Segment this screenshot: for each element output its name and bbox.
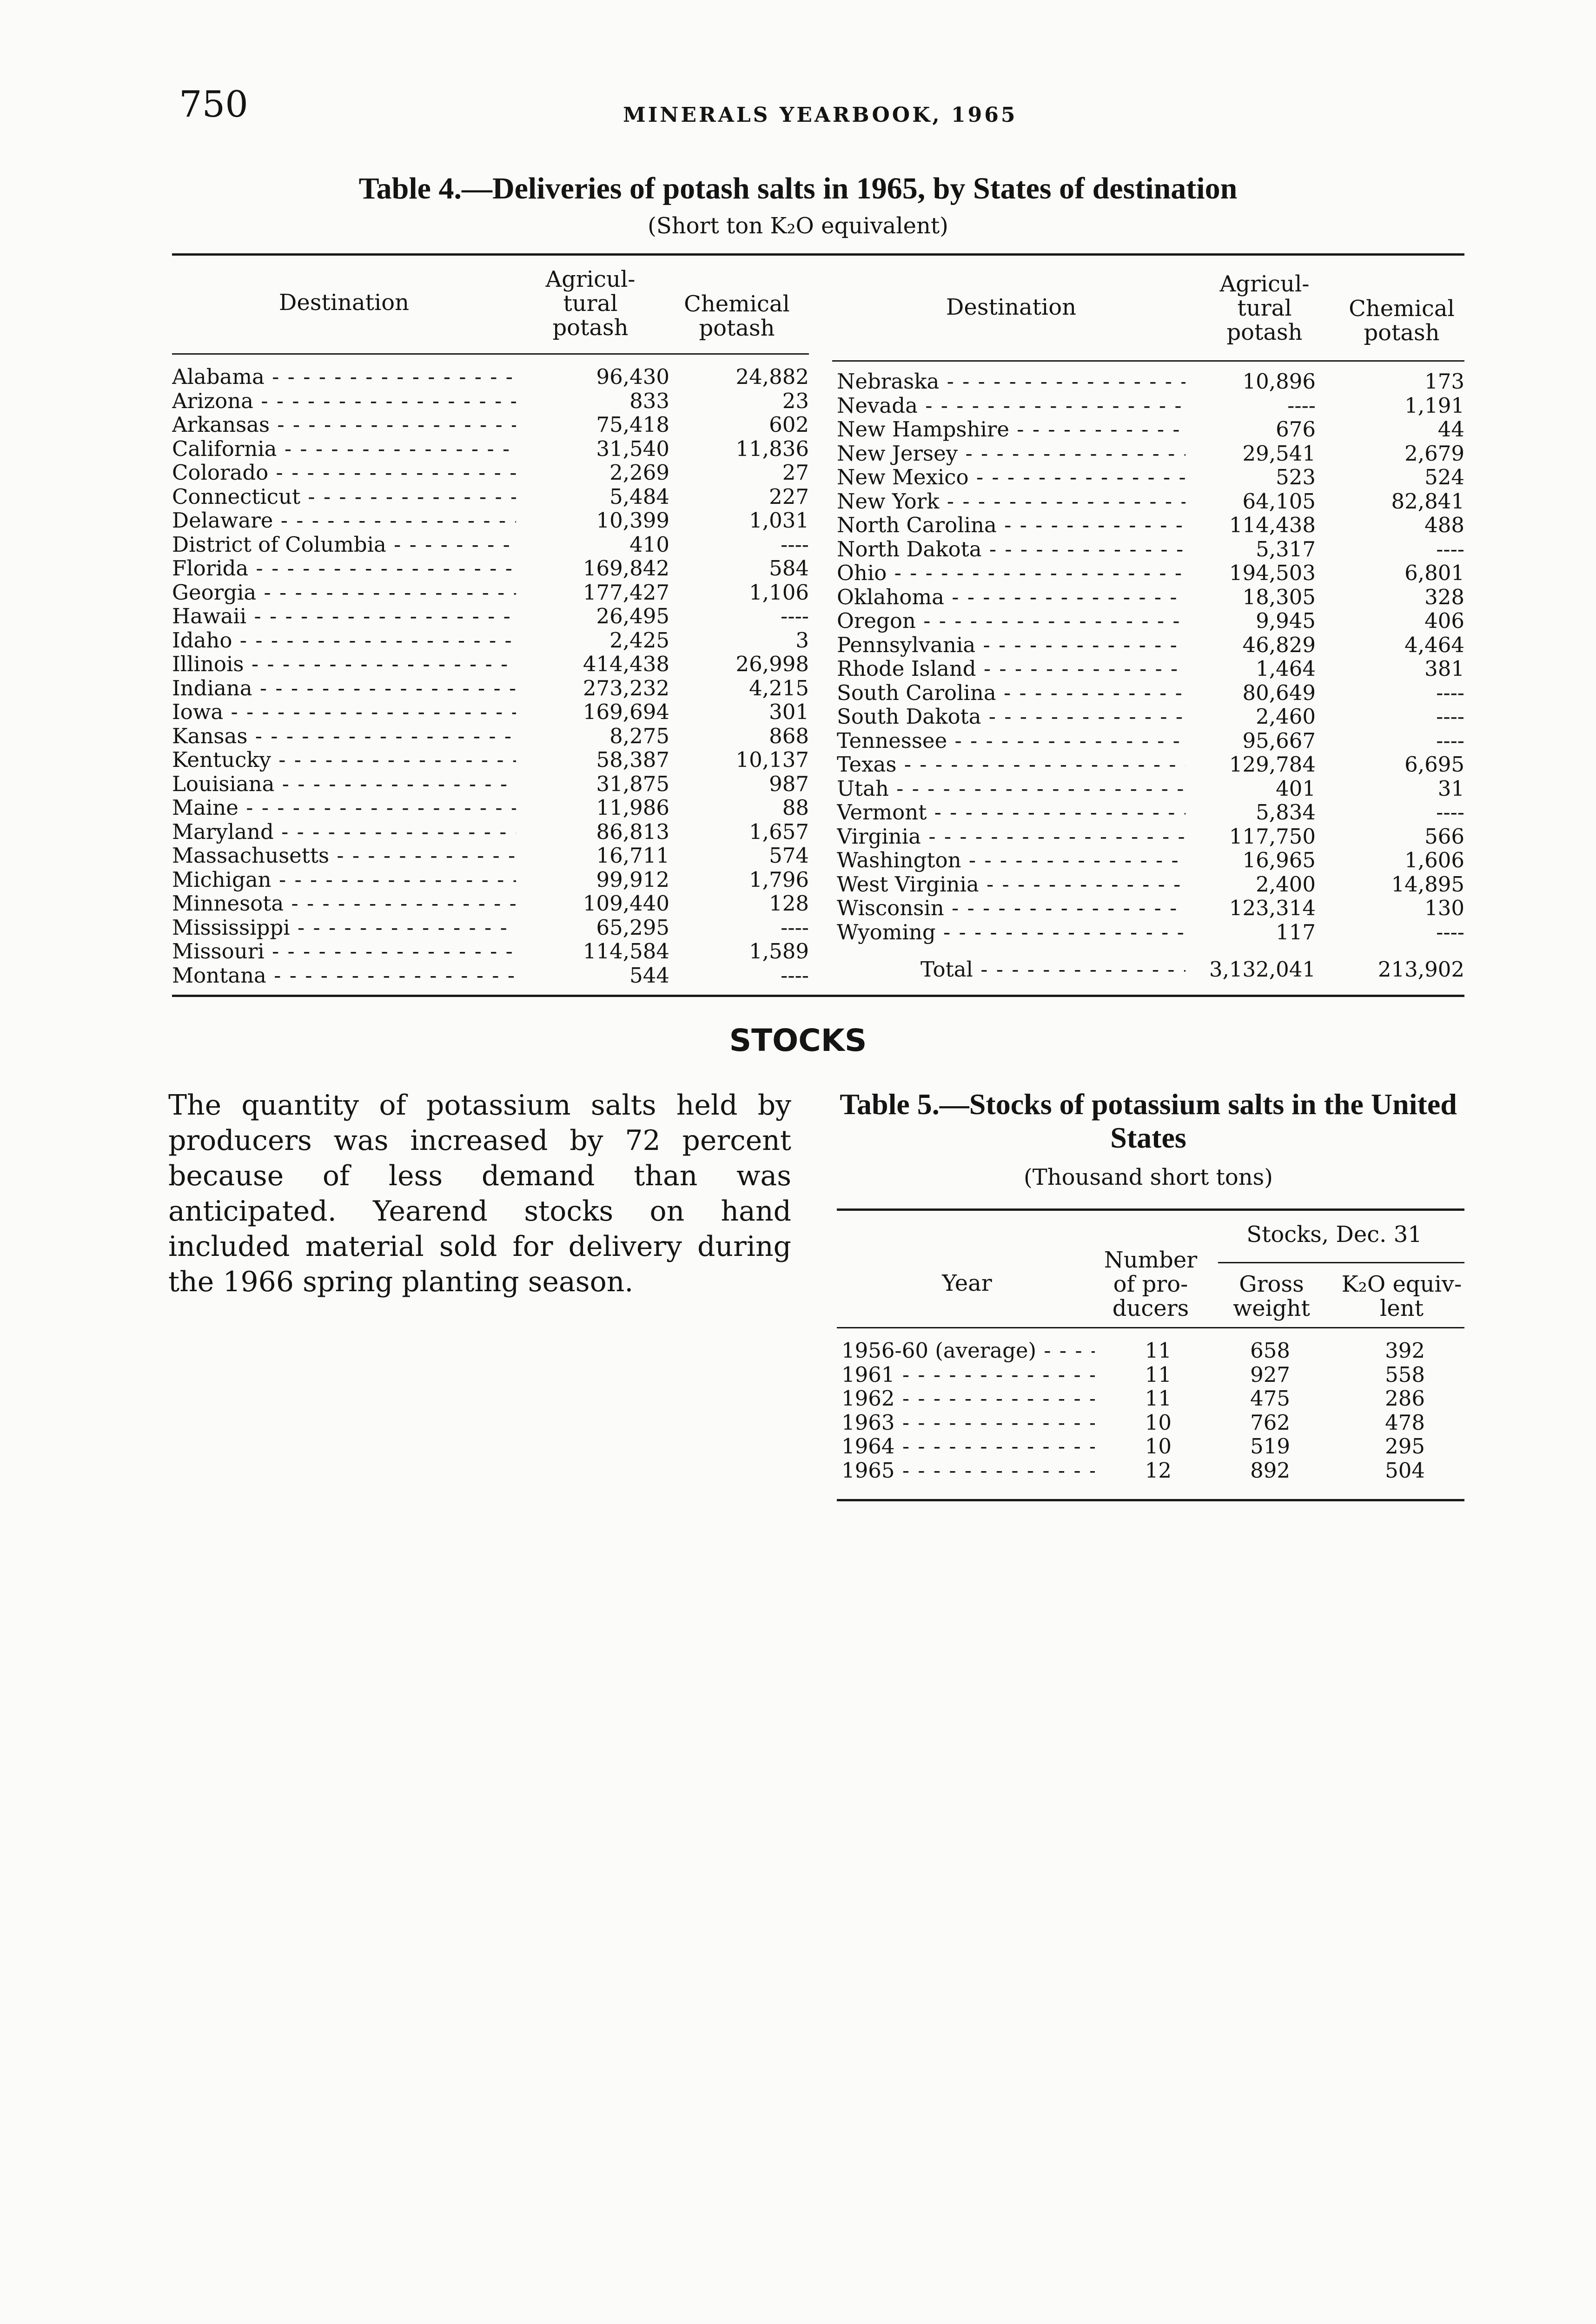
chem-cell: 1,191 bbox=[1404, 393, 1464, 418]
table4-left-header-chem: Chemical potash bbox=[684, 291, 790, 341]
chem-cell: 82,841 bbox=[1391, 489, 1464, 514]
agri-cell: 2,425 bbox=[609, 627, 669, 653]
agri-cell: 64,105 bbox=[1242, 489, 1316, 514]
agri-cell: 1,464 bbox=[1256, 656, 1316, 681]
table-row bbox=[837, 896, 1464, 920]
table4-left-header-destination: Destination bbox=[278, 290, 410, 316]
table-row bbox=[837, 394, 1464, 418]
state-cell: New Hampshire - - - bbox=[837, 417, 1185, 442]
table-row bbox=[837, 442, 1464, 466]
chem-cell: 44 bbox=[1437, 417, 1464, 442]
state-cell: Michigan - - - bbox=[172, 868, 516, 892]
agri-cell: 11,986 bbox=[596, 795, 669, 820]
table-row bbox=[837, 585, 1464, 609]
agri-cell: 10,896 bbox=[1242, 369, 1316, 394]
table-row bbox=[841, 1459, 1425, 1483]
agri-cell: 544 bbox=[629, 963, 669, 988]
table-row bbox=[172, 365, 809, 389]
table4-total-row bbox=[837, 957, 1464, 982]
state-cell: Florida - - - bbox=[172, 556, 516, 581]
chem-cell: 566 bbox=[1424, 824, 1464, 849]
chem-cell: 24,882 bbox=[735, 364, 809, 389]
state-cell: Wisconsin - - - bbox=[837, 896, 1185, 920]
table4-bottom-rule bbox=[172, 995, 1464, 997]
chem-cell: 406 bbox=[1424, 608, 1464, 633]
agri-cell: 5,484 bbox=[609, 484, 669, 509]
chem-cell: 130 bbox=[1424, 896, 1464, 920]
agri-cell: 129,784 bbox=[1229, 752, 1316, 777]
stocks-paragraph: The quantity of potassium salts held by producers was increased by 72 percent because of less demand than was anticipated. Yearend stocks on hand included material sold for delivery during the 1966 spring planting season. bbox=[168, 1089, 791, 1298]
table-row bbox=[172, 796, 809, 820]
agri-cell: 31,875 bbox=[596, 771, 669, 796]
table5-header-year: Year bbox=[942, 1270, 992, 1296]
year-cell: 1956-60 (average) - - - bbox=[841, 1339, 1095, 1363]
agri-cell: 99,912 bbox=[596, 867, 669, 892]
year-cell: 1963 - - - bbox=[841, 1411, 1095, 1435]
chem-cell: 11,836 bbox=[735, 436, 809, 461]
table-row bbox=[841, 1363, 1425, 1387]
state-cell: Texas - - - bbox=[837, 753, 1185, 777]
agri-cell: ---- bbox=[1287, 393, 1316, 418]
state-cell: Utah - - - bbox=[837, 777, 1185, 801]
table-row bbox=[172, 533, 809, 557]
page-number: 750 bbox=[179, 84, 248, 125]
state-cell: Alabama - - - bbox=[172, 365, 516, 389]
k2o-cell: 558 bbox=[1385, 1362, 1425, 1387]
agri-cell: 65,295 bbox=[596, 915, 669, 940]
chem-cell: 1,031 bbox=[749, 508, 809, 533]
agri-cell: 31,540 bbox=[596, 436, 669, 461]
state-cell: Colorado - - - bbox=[172, 461, 516, 485]
table-row bbox=[172, 916, 809, 940]
chem-cell: 128 bbox=[769, 891, 809, 916]
gross-cell: 658 bbox=[1250, 1338, 1290, 1363]
table4-total-agri: 3,132,041 bbox=[1209, 957, 1316, 982]
table-row bbox=[172, 437, 809, 461]
table-row bbox=[172, 700, 809, 724]
chem-cell: 2,679 bbox=[1404, 441, 1464, 466]
state-cell: Oregon - - - bbox=[837, 609, 1185, 633]
chem-cell: 4,464 bbox=[1404, 632, 1464, 657]
k2o-cell: 504 bbox=[1385, 1458, 1425, 1483]
table5-unit: (Thousand short tons) bbox=[1023, 1164, 1273, 1190]
table-row bbox=[172, 748, 809, 772]
table-row bbox=[837, 705, 1464, 729]
running-title: MINERALS YEARBOOK, 1965 bbox=[623, 103, 1018, 127]
table-row bbox=[172, 676, 809, 700]
table4-top-rule bbox=[172, 253, 1464, 256]
state-cell: Illinois - - - bbox=[172, 652, 516, 676]
chem-cell: 173 bbox=[1424, 369, 1464, 394]
table-row bbox=[172, 891, 809, 916]
table-row bbox=[837, 872, 1464, 897]
table-row bbox=[837, 370, 1464, 394]
table5-header-gross: Gross weight bbox=[1233, 1271, 1310, 1321]
table-row bbox=[172, 581, 809, 605]
agri-cell: 16,711 bbox=[596, 843, 669, 868]
table-row bbox=[841, 1339, 1425, 1363]
state-cell: West Virginia - - - bbox=[837, 872, 1185, 897]
agri-cell: 86,813 bbox=[596, 819, 669, 844]
agri-cell: 117,750 bbox=[1229, 824, 1316, 849]
table-row bbox=[837, 729, 1464, 753]
table-row bbox=[837, 681, 1464, 705]
agri-cell: 16,965 bbox=[1242, 848, 1316, 872]
table-row bbox=[837, 609, 1464, 633]
state-cell: Oklahoma - - - bbox=[837, 585, 1185, 609]
state-cell: Washington - - - bbox=[837, 848, 1185, 872]
chem-cell: ---- bbox=[781, 963, 809, 988]
state-cell: Connecticut - - - bbox=[172, 485, 516, 509]
table-row bbox=[837, 777, 1464, 801]
state-cell: California - - - bbox=[172, 437, 516, 461]
k2o-cell: 295 bbox=[1385, 1434, 1425, 1459]
table-row bbox=[172, 820, 809, 844]
agri-cell: 26,495 bbox=[596, 604, 669, 628]
table4-total-label: Total - - - bbox=[837, 957, 1185, 982]
chem-cell: 227 bbox=[769, 484, 809, 509]
table-row bbox=[172, 724, 809, 748]
state-cell: Massachusetts - - - bbox=[172, 844, 516, 868]
chem-cell: 1,106 bbox=[749, 580, 809, 605]
agri-cell: 5,834 bbox=[1256, 800, 1316, 825]
state-cell: Maryland - - - bbox=[172, 820, 516, 844]
table5-title: Table 5.—Stocks of potassium salts in the United States bbox=[840, 1088, 1457, 1154]
agri-cell: 5,317 bbox=[1256, 536, 1316, 561]
state-cell: Louisiana - - - bbox=[172, 772, 516, 796]
table-row bbox=[837, 800, 1464, 825]
agri-cell: 114,584 bbox=[583, 939, 669, 964]
chem-cell: ---- bbox=[781, 604, 809, 628]
chem-cell: 868 bbox=[769, 723, 809, 748]
table-row bbox=[172, 461, 809, 485]
agri-cell: 194,503 bbox=[1229, 561, 1316, 585]
chem-cell: 488 bbox=[1424, 513, 1464, 537]
table-row bbox=[837, 537, 1464, 561]
state-cell: Delaware - - - bbox=[172, 508, 516, 533]
gross-cell: 475 bbox=[1250, 1386, 1290, 1411]
agri-cell: 10,399 bbox=[596, 508, 669, 533]
chem-cell: 602 bbox=[769, 412, 809, 437]
state-cell: Arkansas - - - bbox=[172, 413, 516, 437]
gross-cell: 892 bbox=[1250, 1458, 1290, 1483]
table-row bbox=[837, 417, 1464, 442]
table-row bbox=[172, 772, 809, 796]
state-cell: Iowa - - - bbox=[172, 700, 516, 724]
year-cell: 1964 - - - bbox=[841, 1434, 1095, 1459]
state-cell: Idaho - - - bbox=[172, 628, 516, 653]
state-cell: Minnesota - - - bbox=[172, 891, 516, 916]
state-cell: Georgia - - - bbox=[172, 581, 516, 605]
chem-cell: ---- bbox=[1436, 800, 1464, 825]
agri-cell: 2,400 bbox=[1256, 872, 1316, 897]
producers-cell: 11 bbox=[1145, 1338, 1172, 1363]
year-cell: 1965 - - - bbox=[841, 1459, 1095, 1483]
agri-cell: 676 bbox=[1276, 417, 1316, 442]
chem-cell: 27 bbox=[782, 460, 809, 485]
table-row bbox=[841, 1411, 1425, 1435]
agri-cell: 80,649 bbox=[1242, 680, 1316, 705]
chem-cell: 987 bbox=[769, 771, 809, 796]
table5-header-producers: Number of pro- ducers bbox=[1104, 1247, 1198, 1321]
chem-cell: 14,895 bbox=[1391, 872, 1464, 897]
table5-header-rule bbox=[837, 1327, 1464, 1328]
table-row bbox=[837, 848, 1464, 872]
table-row bbox=[172, 413, 809, 437]
chem-cell: 1,796 bbox=[749, 867, 809, 892]
chem-cell: 328 bbox=[1424, 584, 1464, 609]
chem-cell: 3 bbox=[795, 627, 809, 653]
chem-cell: 524 bbox=[1424, 465, 1464, 489]
chem-cell: 26,998 bbox=[735, 652, 809, 676]
chem-cell: 6,801 bbox=[1404, 561, 1464, 585]
chem-cell: 381 bbox=[1424, 656, 1464, 681]
table-row bbox=[172, 485, 809, 509]
agri-cell: 833 bbox=[629, 388, 669, 413]
table4-title: Table 4.—Deliveries of potash salts in 1965, by States of destination bbox=[358, 172, 1238, 205]
table4-right-header-chem: Chemical potash bbox=[1349, 296, 1455, 346]
k2o-cell: 478 bbox=[1385, 1410, 1425, 1435]
table-row bbox=[172, 628, 809, 653]
table-row bbox=[172, 868, 809, 892]
table-row bbox=[172, 604, 809, 628]
table4-unit: (Short ton K₂O equivalent) bbox=[648, 213, 948, 239]
state-cell: South Carolina - - - bbox=[837, 681, 1185, 705]
chem-cell: 1,589 bbox=[749, 939, 809, 964]
table-row bbox=[172, 844, 809, 868]
table4-right-header-agri: Agricul- tural potash bbox=[1219, 271, 1310, 345]
chem-cell: ---- bbox=[781, 532, 809, 557]
agri-cell: 2,460 bbox=[1256, 704, 1316, 729]
agri-cell: 8,275 bbox=[609, 723, 669, 748]
chem-cell: ---- bbox=[781, 915, 809, 940]
chem-cell: 1,606 bbox=[1404, 848, 1464, 872]
table4-right-rows bbox=[837, 370, 1464, 944]
table-row bbox=[837, 633, 1464, 657]
state-cell: Maine - - - bbox=[172, 796, 516, 820]
state-cell: Hawaii - - - bbox=[172, 604, 516, 628]
state-cell: Nebraska - - - bbox=[837, 370, 1185, 394]
chem-cell: ---- bbox=[1436, 680, 1464, 705]
state-cell: North Carolina - - - bbox=[837, 513, 1185, 537]
state-cell: Mississippi - - - bbox=[172, 916, 516, 940]
producers-cell: 10 bbox=[1145, 1410, 1172, 1435]
state-cell: Nevada - - - bbox=[837, 394, 1185, 418]
chem-cell: ---- bbox=[1436, 728, 1464, 753]
producers-cell: 10 bbox=[1145, 1434, 1172, 1459]
state-cell: Rhode Island - - - bbox=[837, 657, 1185, 681]
table-row bbox=[837, 465, 1464, 489]
table4-left-header-agri: Agricul- tural potash bbox=[545, 266, 636, 341]
chem-cell: 1,657 bbox=[749, 819, 809, 844]
agri-cell: 410 bbox=[629, 532, 669, 557]
state-cell: Montana - - - bbox=[172, 964, 516, 988]
state-cell: South Dakota - - - bbox=[837, 705, 1185, 729]
chem-cell: ---- bbox=[1436, 536, 1464, 561]
gross-cell: 519 bbox=[1250, 1434, 1290, 1459]
table-row bbox=[837, 657, 1464, 681]
agri-cell: 95,667 bbox=[1242, 728, 1316, 753]
table-row bbox=[841, 1386, 1425, 1411]
state-cell: Arizona - - - bbox=[172, 389, 516, 413]
agri-cell: 523 bbox=[1276, 465, 1316, 489]
state-cell: Vermont - - - bbox=[837, 800, 1185, 825]
table-row bbox=[837, 513, 1464, 537]
table-row bbox=[837, 920, 1464, 944]
state-cell: Ohio - - - bbox=[837, 561, 1185, 585]
chem-cell: ---- bbox=[1436, 704, 1464, 729]
agri-cell: 18,305 bbox=[1242, 584, 1316, 609]
table4-left-rows bbox=[172, 365, 809, 987]
table5-bottom-rule bbox=[837, 1499, 1464, 1501]
k2o-cell: 392 bbox=[1385, 1338, 1425, 1363]
state-cell: Kentucky - - - bbox=[172, 748, 516, 772]
stocks-heading: STOCKS bbox=[729, 1023, 867, 1058]
producers-cell: 11 bbox=[1145, 1386, 1172, 1411]
agri-cell: 75,418 bbox=[596, 412, 669, 437]
chem-cell: 574 bbox=[769, 843, 809, 868]
table4-total-chem: 213,902 bbox=[1377, 957, 1464, 982]
table-row bbox=[172, 939, 809, 964]
table5-rows bbox=[841, 1339, 1425, 1482]
table-row bbox=[172, 964, 809, 988]
chem-cell: 4,215 bbox=[749, 675, 809, 700]
state-cell: Indiana - - - bbox=[172, 676, 516, 700]
agri-cell: 114,438 bbox=[1229, 513, 1316, 537]
table-row bbox=[837, 825, 1464, 849]
table-row bbox=[837, 489, 1464, 514]
table4-right-header-destination: Destination bbox=[946, 294, 1077, 320]
table5-top-rule bbox=[837, 1208, 1464, 1211]
table-row bbox=[837, 561, 1464, 585]
agri-cell: 401 bbox=[1276, 776, 1316, 801]
producers-cell: 11 bbox=[1145, 1362, 1172, 1387]
agri-cell: 2,269 bbox=[609, 460, 669, 485]
agri-cell: 9,945 bbox=[1256, 608, 1316, 633]
agri-cell: 46,829 bbox=[1242, 632, 1316, 657]
chem-cell: 31 bbox=[1437, 776, 1464, 801]
agri-cell: 169,694 bbox=[583, 700, 669, 724]
agri-cell: 123,314 bbox=[1229, 896, 1316, 920]
agri-cell: 177,427 bbox=[583, 580, 669, 605]
chem-cell: 88 bbox=[782, 795, 809, 820]
state-cell: Tennessee - - - bbox=[837, 729, 1185, 753]
table4-header-rule-right bbox=[832, 360, 1464, 362]
table-row bbox=[172, 508, 809, 533]
state-cell: North Dakota - - - bbox=[837, 537, 1185, 561]
table-row bbox=[841, 1434, 1425, 1459]
agri-cell: 273,232 bbox=[583, 675, 669, 700]
table-row bbox=[172, 556, 809, 581]
chem-cell: 6,695 bbox=[1404, 752, 1464, 777]
chem-cell: 10,137 bbox=[735, 747, 809, 772]
gross-cell: 927 bbox=[1250, 1362, 1290, 1387]
state-cell: New Mexico - - - bbox=[837, 465, 1185, 489]
state-cell: New Jersey - - - bbox=[837, 442, 1185, 466]
agri-cell: 169,842 bbox=[583, 556, 669, 581]
gross-cell: 762 bbox=[1250, 1410, 1290, 1435]
state-cell: Missouri - - - bbox=[172, 939, 516, 964]
chem-cell: 584 bbox=[769, 556, 809, 581]
year-cell: 1961 - - - bbox=[841, 1363, 1095, 1387]
table5-header-k2o: K₂O equiv- lent bbox=[1341, 1271, 1462, 1321]
agri-cell: 414,438 bbox=[583, 652, 669, 676]
chem-cell: ---- bbox=[1436, 919, 1464, 944]
state-cell: Pennsylvania - - - bbox=[837, 633, 1185, 657]
chem-cell: 301 bbox=[769, 700, 809, 724]
state-cell: Kansas - - - bbox=[172, 724, 516, 748]
state-cell: Wyoming - - - bbox=[837, 920, 1185, 944]
agri-cell: 117 bbox=[1276, 919, 1316, 944]
table-row bbox=[172, 652, 809, 676]
table5-stocks-group-rule bbox=[1218, 1262, 1464, 1263]
agri-cell: 29,541 bbox=[1242, 441, 1316, 466]
table5-stocks-group-header: Stocks, Dec. 31 bbox=[1246, 1221, 1422, 1248]
producers-cell: 12 bbox=[1145, 1458, 1172, 1483]
agri-cell: 96,430 bbox=[596, 364, 669, 389]
k2o-cell: 286 bbox=[1385, 1386, 1425, 1411]
agri-cell: 58,387 bbox=[596, 747, 669, 772]
chem-cell: 23 bbox=[782, 388, 809, 413]
state-cell: Virginia - - - bbox=[837, 825, 1185, 849]
state-cell: District of Columbia - - - bbox=[172, 533, 516, 557]
agri-cell: 109,440 bbox=[583, 891, 669, 916]
table4-header-rule-left bbox=[172, 353, 809, 355]
table-row bbox=[837, 753, 1464, 777]
state-cell: New York - - - bbox=[837, 489, 1185, 514]
table-row bbox=[172, 389, 809, 413]
year-cell: 1962 - - - bbox=[841, 1386, 1095, 1411]
